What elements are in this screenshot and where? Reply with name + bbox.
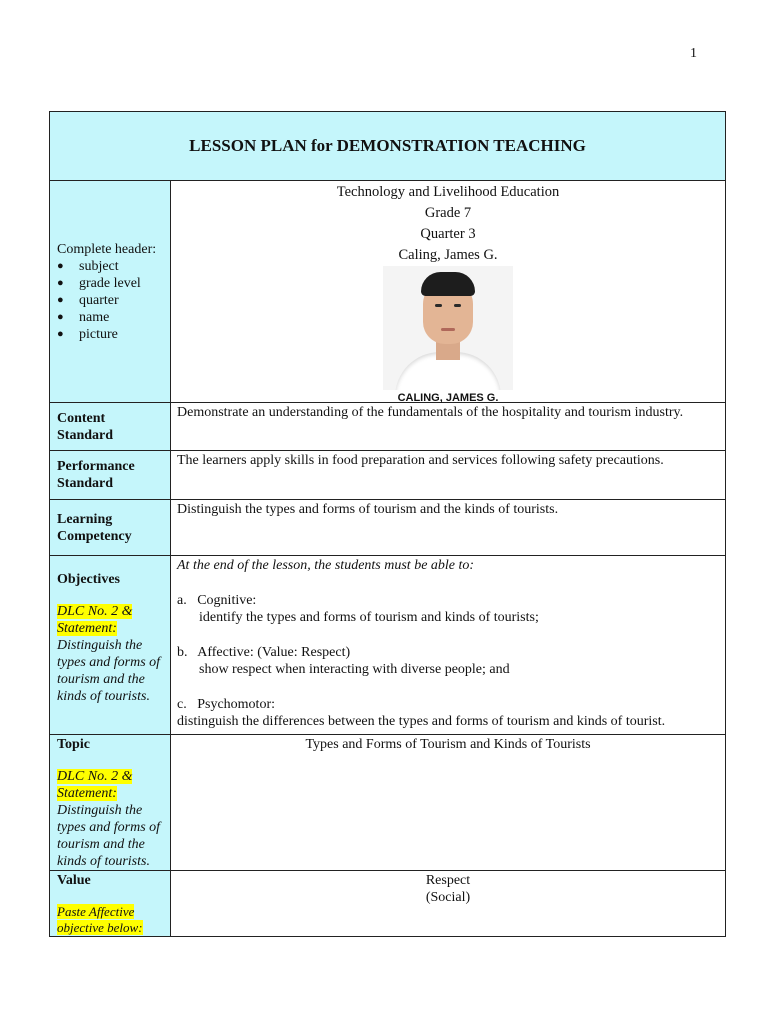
photo-background: [383, 266, 513, 390]
teacher-name: Caling, James G.: [398, 247, 498, 263]
objective-affective-title: b. Affective: (Value: Respect): [177, 645, 351, 660]
header-label-cell: [50, 181, 171, 403]
performance-standard-row: [50, 451, 726, 500]
header-content-cell: [171, 181, 726, 403]
value-subtext: (Social): [425, 890, 471, 905]
label-line: Performance: [57, 459, 135, 474]
learning-competency-row: [50, 500, 726, 556]
label-line: Content: [57, 410, 106, 426]
objective-psychomotor-text: distinguish the differences between the types and forms of tourism and kinds of tourist.: [177, 714, 666, 729]
header-label: Complete header:: [57, 241, 157, 257]
header-checklist: [57, 258, 164, 343]
content-standard-row: [50, 403, 726, 451]
topic-label: Topic: [57, 737, 90, 752]
objectives-intro: At the end of the lesson, the students must be able to:: [177, 558, 475, 573]
photo-eye: [454, 304, 461, 307]
objectives-label-cell: [50, 556, 171, 735]
dlc-highlight: DLC No. 2 &: [57, 604, 133, 619]
value-content: [171, 871, 726, 937]
subject-text: Technology and Livelihood Education: [336, 184, 560, 200]
label-line: Standard: [57, 476, 114, 491]
grade-text: Grade 7: [424, 205, 472, 221]
objective-psychomotor-title: c. Psychomotor:: [177, 697, 275, 712]
dlc-statement: Distinguish the types and forms of tourism and the kinds of tourists.: [57, 638, 161, 704]
performance-standard-text: The learners apply skills in food preparation and services following safety precautions.: [171, 451, 726, 500]
photo-caption: CALING, JAMES G.: [397, 392, 499, 404]
value-row: [50, 871, 726, 937]
objectives-content: [171, 556, 726, 735]
label-line: Standard: [57, 427, 114, 443]
photo-eye: [435, 304, 442, 307]
objectives-row: [50, 556, 726, 735]
page-title: LESSON PLAN for DEMONSTRATION TEACHING: [189, 135, 586, 155]
dlc-statement: Distinguish the types and forms of tourism and the kinds of tourists.: [57, 803, 161, 869]
lesson-plan-table: [49, 111, 726, 937]
topic-label-cell: [50, 735, 171, 871]
learning-competency-label: [50, 500, 171, 556]
value-text: Respect: [425, 873, 471, 888]
content-standard-label: [50, 403, 171, 451]
label-line: Competency: [57, 528, 132, 544]
objective-affective-text: show respect when interacting with diverse people; and: [199, 662, 510, 677]
affective-note: objective below:: [57, 920, 143, 935]
topic-row: [50, 735, 726, 871]
dlc-highlight: DLC No. 2 &: [57, 769, 133, 784]
objectives-label: Objectives: [57, 572, 120, 587]
topic-text: Types and Forms of Tourism and Kinds of Tourists: [171, 735, 726, 871]
dlc-highlight: Statement:: [57, 621, 117, 636]
learning-competency-text: Distinguish the types and forms of tourism and the kinds of tourists.: [171, 500, 726, 556]
quarter-text: Quarter 3: [420, 226, 476, 242]
checklist-item: ● grade level: [57, 275, 164, 292]
title-cell: [50, 112, 726, 181]
photo-hair: [421, 272, 475, 296]
affective-note: Paste Affective: [57, 904, 135, 919]
title-row: [50, 112, 726, 181]
teacher-photo: [383, 266, 513, 402]
dlc-highlight: Statement:: [57, 786, 117, 801]
page-number: 1: [690, 46, 697, 61]
value-label-cell: [50, 871, 171, 937]
checklist-item: ● subject: [57, 258, 164, 275]
checklist-item: ● quarter: [57, 292, 164, 309]
content-standard-text: Demonstrate an understanding of the fundamentals of the hospitality and tourism industry.: [171, 403, 726, 451]
performance-standard-label: [50, 451, 171, 500]
value-label: Value: [57, 873, 91, 888]
objective-cognitive-title: a. Cognitive:: [177, 593, 257, 608]
header-row: [50, 181, 726, 403]
checklist-item: ● picture: [57, 326, 164, 343]
objective-cognitive-text: identify the types and forms of tourism and kinds of tourists;: [199, 610, 539, 625]
photo-mouth: [441, 328, 455, 331]
checklist-item: ● name: [57, 309, 164, 326]
label-line: Learning: [57, 511, 113, 527]
